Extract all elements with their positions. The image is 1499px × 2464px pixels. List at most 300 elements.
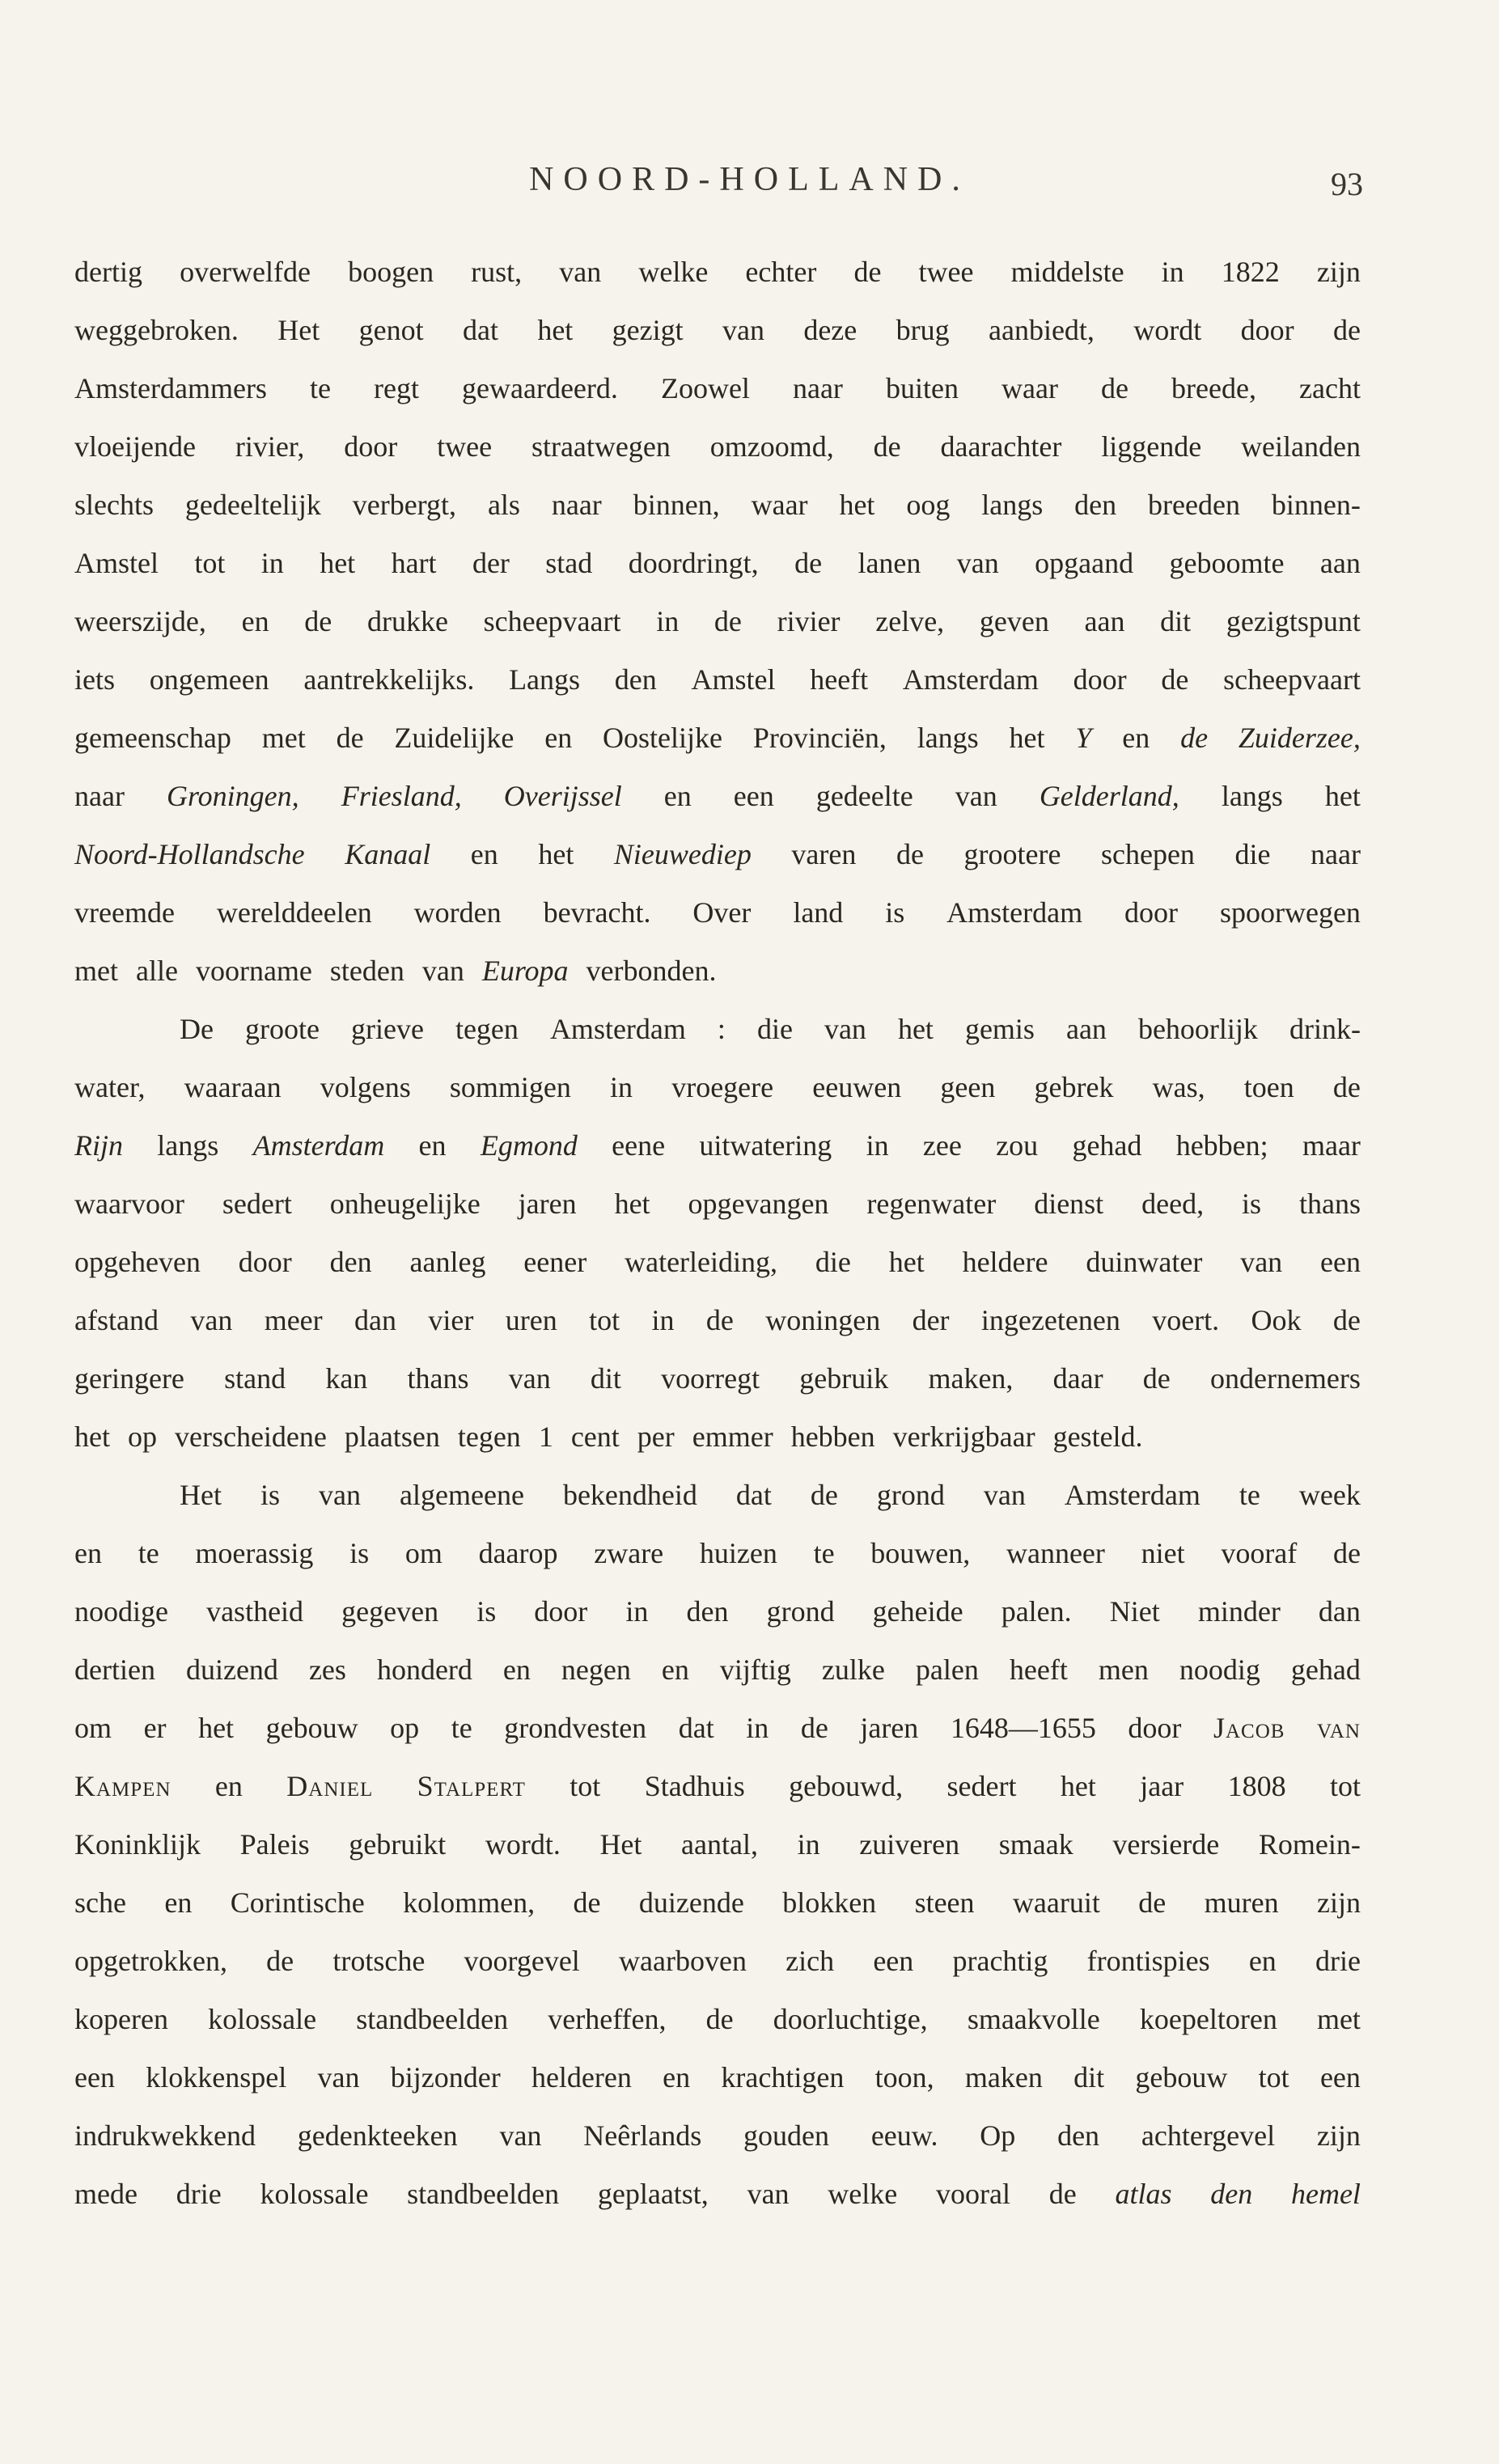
word: is bbox=[476, 1595, 497, 1628]
word: gedenkteeken bbox=[297, 2119, 458, 2152]
word: bijzonder bbox=[390, 2061, 501, 2094]
word: zware bbox=[594, 1537, 664, 1569]
word: van bbox=[319, 1479, 362, 1511]
word: twee bbox=[918, 256, 974, 288]
word: eeuw. bbox=[870, 2119, 938, 2152]
word: Langs bbox=[509, 663, 581, 696]
word: gouden bbox=[743, 2119, 830, 2152]
word: dertig bbox=[74, 256, 142, 288]
word: in bbox=[866, 1129, 889, 1162]
word: moerassig bbox=[195, 1537, 314, 1569]
word: buiten bbox=[885, 372, 959, 404]
word: daarachter bbox=[940, 430, 1062, 463]
word: het bbox=[897, 1013, 934, 1045]
word: Niet bbox=[1109, 1595, 1160, 1628]
word: vroegere bbox=[671, 1071, 774, 1103]
word: waterleiding, bbox=[625, 1246, 778, 1278]
word: Amsterdam bbox=[1064, 1479, 1200, 1511]
word: uren bbox=[505, 1304, 557, 1336]
word: die bbox=[1234, 838, 1271, 870]
text-line bbox=[74, 650, 1361, 709]
word: meer bbox=[264, 1304, 323, 1336]
word: oog bbox=[906, 489, 951, 521]
word: langs bbox=[917, 722, 979, 754]
text-line bbox=[74, 2106, 1361, 2165]
word: honderd bbox=[376, 1653, 472, 1686]
word: het bbox=[839, 489, 875, 521]
word: algemeene bbox=[400, 1479, 524, 1511]
word: is bbox=[260, 1479, 281, 1511]
word: tegen bbox=[455, 1013, 519, 1045]
word: koepeltoren bbox=[1139, 2003, 1277, 2035]
word: verbonden. bbox=[586, 955, 717, 987]
word: om bbox=[404, 1537, 443, 1569]
word: zelve, bbox=[875, 605, 945, 637]
word: en bbox=[663, 2061, 691, 2094]
word: opgetrokken, bbox=[74, 1945, 227, 1977]
word: en bbox=[74, 1537, 102, 1569]
text-line bbox=[74, 243, 1361, 301]
word: gehad bbox=[1072, 1129, 1142, 1162]
word: van bbox=[747, 2178, 790, 2210]
word: heldere bbox=[962, 1246, 1048, 1278]
word: in bbox=[1161, 256, 1184, 288]
word: en bbox=[164, 1886, 193, 1919]
word: de bbox=[714, 605, 742, 637]
word: plaatsen bbox=[344, 1420, 440, 1453]
word: de bbox=[873, 430, 901, 463]
word: op bbox=[390, 1712, 420, 1744]
text-line bbox=[74, 767, 1361, 825]
word: en bbox=[544, 722, 573, 754]
word: emmer bbox=[692, 1420, 773, 1453]
word: water, bbox=[74, 1071, 146, 1103]
word: gedeelte bbox=[815, 780, 913, 812]
word: thans bbox=[407, 1362, 469, 1395]
word: heeft bbox=[1009, 1653, 1068, 1686]
word: blokken bbox=[782, 1886, 877, 1919]
word: geplaatst, bbox=[597, 2178, 709, 2210]
word: zuiveren bbox=[859, 1828, 960, 1861]
word: dat bbox=[462, 314, 498, 346]
text-line bbox=[74, 476, 1361, 534]
word: Over bbox=[692, 896, 752, 929]
word: rivier bbox=[777, 605, 841, 637]
word: sche bbox=[74, 1886, 126, 1919]
word: en bbox=[470, 838, 498, 870]
word: breeden bbox=[1148, 489, 1240, 521]
word: is bbox=[349, 1537, 370, 1569]
text-line bbox=[74, 1757, 1361, 1815]
word: kolommen, bbox=[403, 1886, 536, 1919]
word: zacht bbox=[1299, 372, 1361, 404]
word: ondernemers bbox=[1209, 1362, 1361, 1395]
word: het bbox=[74, 1420, 110, 1453]
word: te bbox=[1239, 1479, 1260, 1511]
text-line bbox=[74, 825, 1361, 883]
word: drink- bbox=[1289, 1013, 1361, 1045]
word: verbergt, bbox=[352, 489, 457, 521]
word: het bbox=[537, 314, 574, 346]
word: den bbox=[1210, 2178, 1253, 2210]
word: toen bbox=[1243, 1071, 1294, 1103]
word: de bbox=[336, 722, 364, 754]
word: Amsterdam bbox=[252, 1129, 385, 1162]
word: geboomte bbox=[1169, 547, 1285, 579]
word: het bbox=[320, 547, 356, 579]
word: Gelderland, bbox=[1039, 780, 1179, 812]
word: waaraan bbox=[184, 1071, 282, 1103]
word: dit bbox=[590, 1362, 621, 1395]
text-line bbox=[74, 1699, 1361, 1757]
word: de bbox=[266, 1945, 294, 1977]
word: die bbox=[815, 1246, 851, 1278]
word: bouwen, bbox=[870, 1537, 971, 1569]
text-line bbox=[74, 2048, 1361, 2106]
text-line bbox=[74, 1932, 1361, 1990]
word: ongemeen bbox=[149, 663, 269, 696]
word: binnen- bbox=[1271, 489, 1361, 521]
word: thans bbox=[1298, 1188, 1361, 1220]
word: vloeijende bbox=[74, 430, 196, 463]
text-line bbox=[74, 1408, 1361, 1466]
word: in bbox=[797, 1828, 820, 1861]
word: de bbox=[1333, 314, 1361, 346]
word: zich bbox=[785, 1945, 835, 1977]
word: die bbox=[756, 1013, 793, 1045]
word: achtergevel bbox=[1141, 2119, 1276, 2152]
word: drukke bbox=[366, 605, 448, 637]
word: het bbox=[888, 1246, 925, 1278]
word: door bbox=[534, 1595, 588, 1628]
word: scheepvaart bbox=[1223, 663, 1361, 696]
word: verheffen, bbox=[548, 2003, 667, 2035]
word: land bbox=[793, 896, 844, 929]
text-line bbox=[74, 1058, 1361, 1116]
word: huizen bbox=[699, 1537, 777, 1569]
word: waarboven bbox=[619, 1945, 747, 1977]
word: Amstel bbox=[691, 663, 776, 696]
word: van bbox=[559, 256, 602, 288]
word: kolossale bbox=[208, 2003, 317, 2035]
word: hebben; bbox=[1175, 1129, 1268, 1162]
word: gegeven bbox=[341, 1595, 439, 1628]
word: den bbox=[1074, 489, 1117, 521]
word: steen bbox=[914, 1886, 975, 1919]
word: daar bbox=[1052, 1362, 1103, 1395]
word: er bbox=[143, 1712, 167, 1744]
word: grond bbox=[766, 1595, 835, 1628]
word: Neêrlands bbox=[583, 2119, 702, 2152]
word: palen bbox=[915, 1653, 979, 1686]
word: vooral bbox=[936, 2178, 1010, 2210]
word: langs bbox=[981, 489, 1044, 521]
word: maken, bbox=[928, 1362, 1014, 1395]
word: van bbox=[317, 2061, 360, 2094]
word: de bbox=[705, 1304, 734, 1336]
word: Op bbox=[980, 2119, 1016, 2152]
word: door bbox=[344, 430, 398, 463]
word: per bbox=[637, 1420, 675, 1453]
word: gebouw bbox=[1135, 2061, 1228, 2094]
word: bevracht. bbox=[543, 896, 651, 929]
word: 1648—1655 bbox=[950, 1712, 1096, 1744]
text-line bbox=[74, 1466, 1361, 1524]
word: vreemde bbox=[74, 896, 175, 929]
word: Amsterdammers bbox=[74, 372, 267, 404]
word: en bbox=[502, 1653, 531, 1686]
word: naar bbox=[792, 372, 843, 404]
text-line bbox=[74, 1990, 1361, 2048]
word: opgaand bbox=[1035, 547, 1134, 579]
word: prachtig bbox=[952, 1945, 1048, 1977]
word: Stalpert bbox=[417, 1770, 526, 1802]
word: ingezetenen bbox=[980, 1304, 1120, 1336]
word: de bbox=[810, 1479, 838, 1511]
word: dan bbox=[1318, 1595, 1361, 1628]
word: de bbox=[573, 1886, 601, 1919]
word: tegen bbox=[457, 1420, 521, 1453]
word: met bbox=[1316, 2003, 1361, 2035]
word: van bbox=[508, 1362, 551, 1395]
text-line bbox=[74, 1233, 1361, 1291]
word: bekendheid bbox=[562, 1479, 697, 1511]
word: en bbox=[663, 780, 692, 812]
word: verscheidene bbox=[174, 1420, 327, 1453]
word: voorgevel bbox=[464, 1945, 580, 1977]
word: koperen bbox=[74, 2003, 168, 2035]
word: met bbox=[261, 722, 306, 754]
word: weilanden bbox=[1241, 430, 1361, 463]
word: door bbox=[238, 1246, 292, 1278]
word: Jacob bbox=[1213, 1712, 1285, 1744]
word: aan bbox=[1084, 605, 1125, 637]
word: niet bbox=[1141, 1537, 1185, 1569]
word: cent bbox=[570, 1420, 620, 1453]
word: tot bbox=[1329, 1770, 1361, 1802]
word: Amsterdam bbox=[549, 1013, 686, 1045]
word: de bbox=[853, 256, 882, 288]
word: daarop bbox=[478, 1537, 558, 1569]
word: aanbiedt, bbox=[988, 314, 1095, 346]
word: gezigtspunt bbox=[1226, 605, 1361, 637]
word: waar bbox=[1001, 372, 1058, 404]
word: Kanaal bbox=[345, 838, 431, 870]
word: wordt. bbox=[485, 1828, 561, 1861]
text-line bbox=[74, 2165, 1361, 2223]
word: voorname bbox=[195, 955, 312, 987]
word: Daniel bbox=[286, 1770, 374, 1802]
word: in bbox=[656, 605, 680, 637]
text-line bbox=[74, 942, 1361, 1000]
word: regenwater bbox=[866, 1188, 997, 1220]
word: de bbox=[1138, 1886, 1167, 1919]
word: worden bbox=[413, 896, 502, 929]
word: week bbox=[1298, 1479, 1361, 1511]
word: werelddeelen bbox=[216, 896, 372, 929]
word: waar bbox=[751, 489, 808, 521]
word: gezigt bbox=[612, 314, 684, 346]
running-header: NOORD-HOLLAND. bbox=[529, 161, 970, 198]
word: standbeelden bbox=[407, 2178, 560, 2210]
word: van bbox=[824, 1013, 866, 1045]
word: eeuwen bbox=[812, 1071, 902, 1103]
text-line bbox=[74, 709, 1361, 767]
word: gehad bbox=[1290, 1653, 1361, 1686]
word: vier bbox=[428, 1304, 474, 1336]
text-line bbox=[74, 1815, 1361, 1873]
word: en bbox=[1248, 1945, 1277, 1977]
word: lanen bbox=[857, 547, 921, 579]
word: smaakvolle bbox=[967, 2003, 1100, 2035]
word: Zoowel bbox=[660, 372, 750, 404]
word: Paleis bbox=[239, 1828, 310, 1861]
word: door bbox=[1124, 896, 1179, 929]
word: men bbox=[1098, 1653, 1149, 1686]
word: dit bbox=[1160, 605, 1192, 637]
word: der bbox=[472, 547, 510, 579]
word: Ook bbox=[1251, 1304, 1302, 1336]
word: kan bbox=[325, 1362, 368, 1395]
word: het bbox=[1060, 1770, 1096, 1802]
word: zou bbox=[996, 1129, 1039, 1162]
word: is bbox=[1242, 1188, 1262, 1220]
word: jaar bbox=[1140, 1770, 1184, 1802]
word: scheepvaart bbox=[483, 605, 621, 637]
word: 1808 bbox=[1227, 1770, 1286, 1802]
word: door bbox=[1073, 663, 1127, 696]
word: weerszijde, bbox=[74, 605, 206, 637]
word: brug bbox=[896, 314, 950, 346]
word: zee bbox=[922, 1129, 962, 1162]
word: De bbox=[180, 1013, 214, 1045]
word: maar bbox=[1302, 1129, 1361, 1162]
word: Romein- bbox=[1258, 1828, 1361, 1861]
word: klokkenspel bbox=[146, 2061, 287, 2094]
word: aan bbox=[1065, 1013, 1107, 1045]
word: sedert bbox=[222, 1188, 292, 1220]
word: eene bbox=[612, 1129, 666, 1162]
word: vastheid bbox=[206, 1595, 304, 1628]
word: trotsche bbox=[332, 1945, 426, 1977]
word: is bbox=[885, 896, 905, 929]
word: grootere bbox=[963, 838, 1061, 870]
word: kolossale bbox=[260, 2178, 369, 2210]
text-line bbox=[74, 1000, 1361, 1058]
word: jaren bbox=[518, 1188, 577, 1220]
text-line bbox=[74, 301, 1361, 359]
word: drie bbox=[1315, 1945, 1361, 1977]
word: frontispies bbox=[1086, 1945, 1210, 1977]
word: aantrekkelijks. bbox=[303, 663, 475, 696]
word: van bbox=[499, 2119, 542, 2152]
word: hemel bbox=[1290, 2178, 1361, 2210]
word: gesteld. bbox=[1052, 1420, 1143, 1453]
word: muren bbox=[1204, 1886, 1279, 1919]
word: geen bbox=[940, 1071, 996, 1103]
word: vijftig bbox=[719, 1653, 791, 1686]
word: echter bbox=[745, 256, 817, 288]
word: Europa bbox=[481, 955, 569, 987]
word: Groningen, bbox=[167, 780, 299, 812]
word: noodig bbox=[1179, 1653, 1260, 1686]
word: varen bbox=[791, 838, 857, 870]
word: slechts bbox=[74, 489, 154, 521]
word: straatwegen bbox=[531, 430, 671, 463]
text-line bbox=[74, 1291, 1361, 1349]
word: opgevangen bbox=[688, 1188, 829, 1220]
word: een bbox=[1319, 2061, 1361, 2094]
word: weggebroken. bbox=[74, 314, 239, 346]
word: den bbox=[686, 1595, 729, 1628]
word: deze bbox=[803, 314, 857, 346]
word: eener bbox=[523, 1246, 587, 1278]
word: door bbox=[1128, 1712, 1182, 1744]
word: Corintische bbox=[230, 1886, 365, 1919]
word: stad bbox=[545, 547, 593, 579]
text-line bbox=[74, 1873, 1361, 1932]
word: Zuiderzee, bbox=[1238, 722, 1361, 754]
word: minder bbox=[1197, 1595, 1281, 1628]
word: zulke bbox=[821, 1653, 885, 1686]
word: Amsterdam bbox=[946, 896, 1083, 929]
word: Rijn bbox=[74, 1129, 123, 1162]
word: grondvesten bbox=[504, 1712, 647, 1744]
word: Koninklijk bbox=[74, 1828, 201, 1861]
word: verkrijgbaar bbox=[892, 1420, 1035, 1453]
word: te bbox=[451, 1712, 472, 1744]
word: Provinciën, bbox=[752, 722, 887, 754]
word: wanneer bbox=[1006, 1537, 1105, 1569]
word: Het bbox=[599, 1828, 642, 1861]
word: duinwater bbox=[1086, 1246, 1203, 1278]
word: Egmond bbox=[480, 1129, 578, 1162]
word: dertien bbox=[74, 1653, 155, 1686]
word: tot bbox=[1258, 2061, 1289, 2094]
word: duizende bbox=[638, 1886, 744, 1919]
word: Zuidelijke bbox=[394, 722, 514, 754]
word: als bbox=[487, 489, 520, 521]
text-line bbox=[74, 1524, 1361, 1582]
word: Het bbox=[277, 314, 320, 346]
word: zes bbox=[308, 1653, 346, 1686]
word: liggende bbox=[1101, 430, 1202, 463]
text-line bbox=[74, 417, 1361, 476]
word: het bbox=[538, 838, 574, 870]
word: door bbox=[1240, 314, 1294, 346]
word: atlas bbox=[1115, 2178, 1172, 2210]
word: versierde bbox=[1112, 1828, 1220, 1861]
word: een bbox=[733, 780, 774, 812]
word: en bbox=[1122, 722, 1150, 754]
word: de bbox=[1180, 722, 1209, 754]
word: mede bbox=[74, 2178, 138, 2210]
word: te bbox=[138, 1537, 159, 1569]
word: spoorwegen bbox=[1219, 896, 1361, 929]
word: naar bbox=[74, 780, 125, 812]
word: met bbox=[74, 955, 118, 987]
word: aantal, bbox=[681, 1828, 758, 1861]
word: gemeenschap bbox=[74, 722, 231, 754]
word: dat bbox=[735, 1479, 772, 1511]
word: opgeheven bbox=[74, 1246, 201, 1278]
word: het bbox=[198, 1712, 235, 1744]
word: genot bbox=[358, 314, 424, 346]
word: gemis bbox=[964, 1013, 1035, 1045]
word: tot bbox=[194, 547, 226, 579]
word: alle bbox=[135, 955, 178, 987]
word: grond bbox=[876, 1479, 945, 1511]
